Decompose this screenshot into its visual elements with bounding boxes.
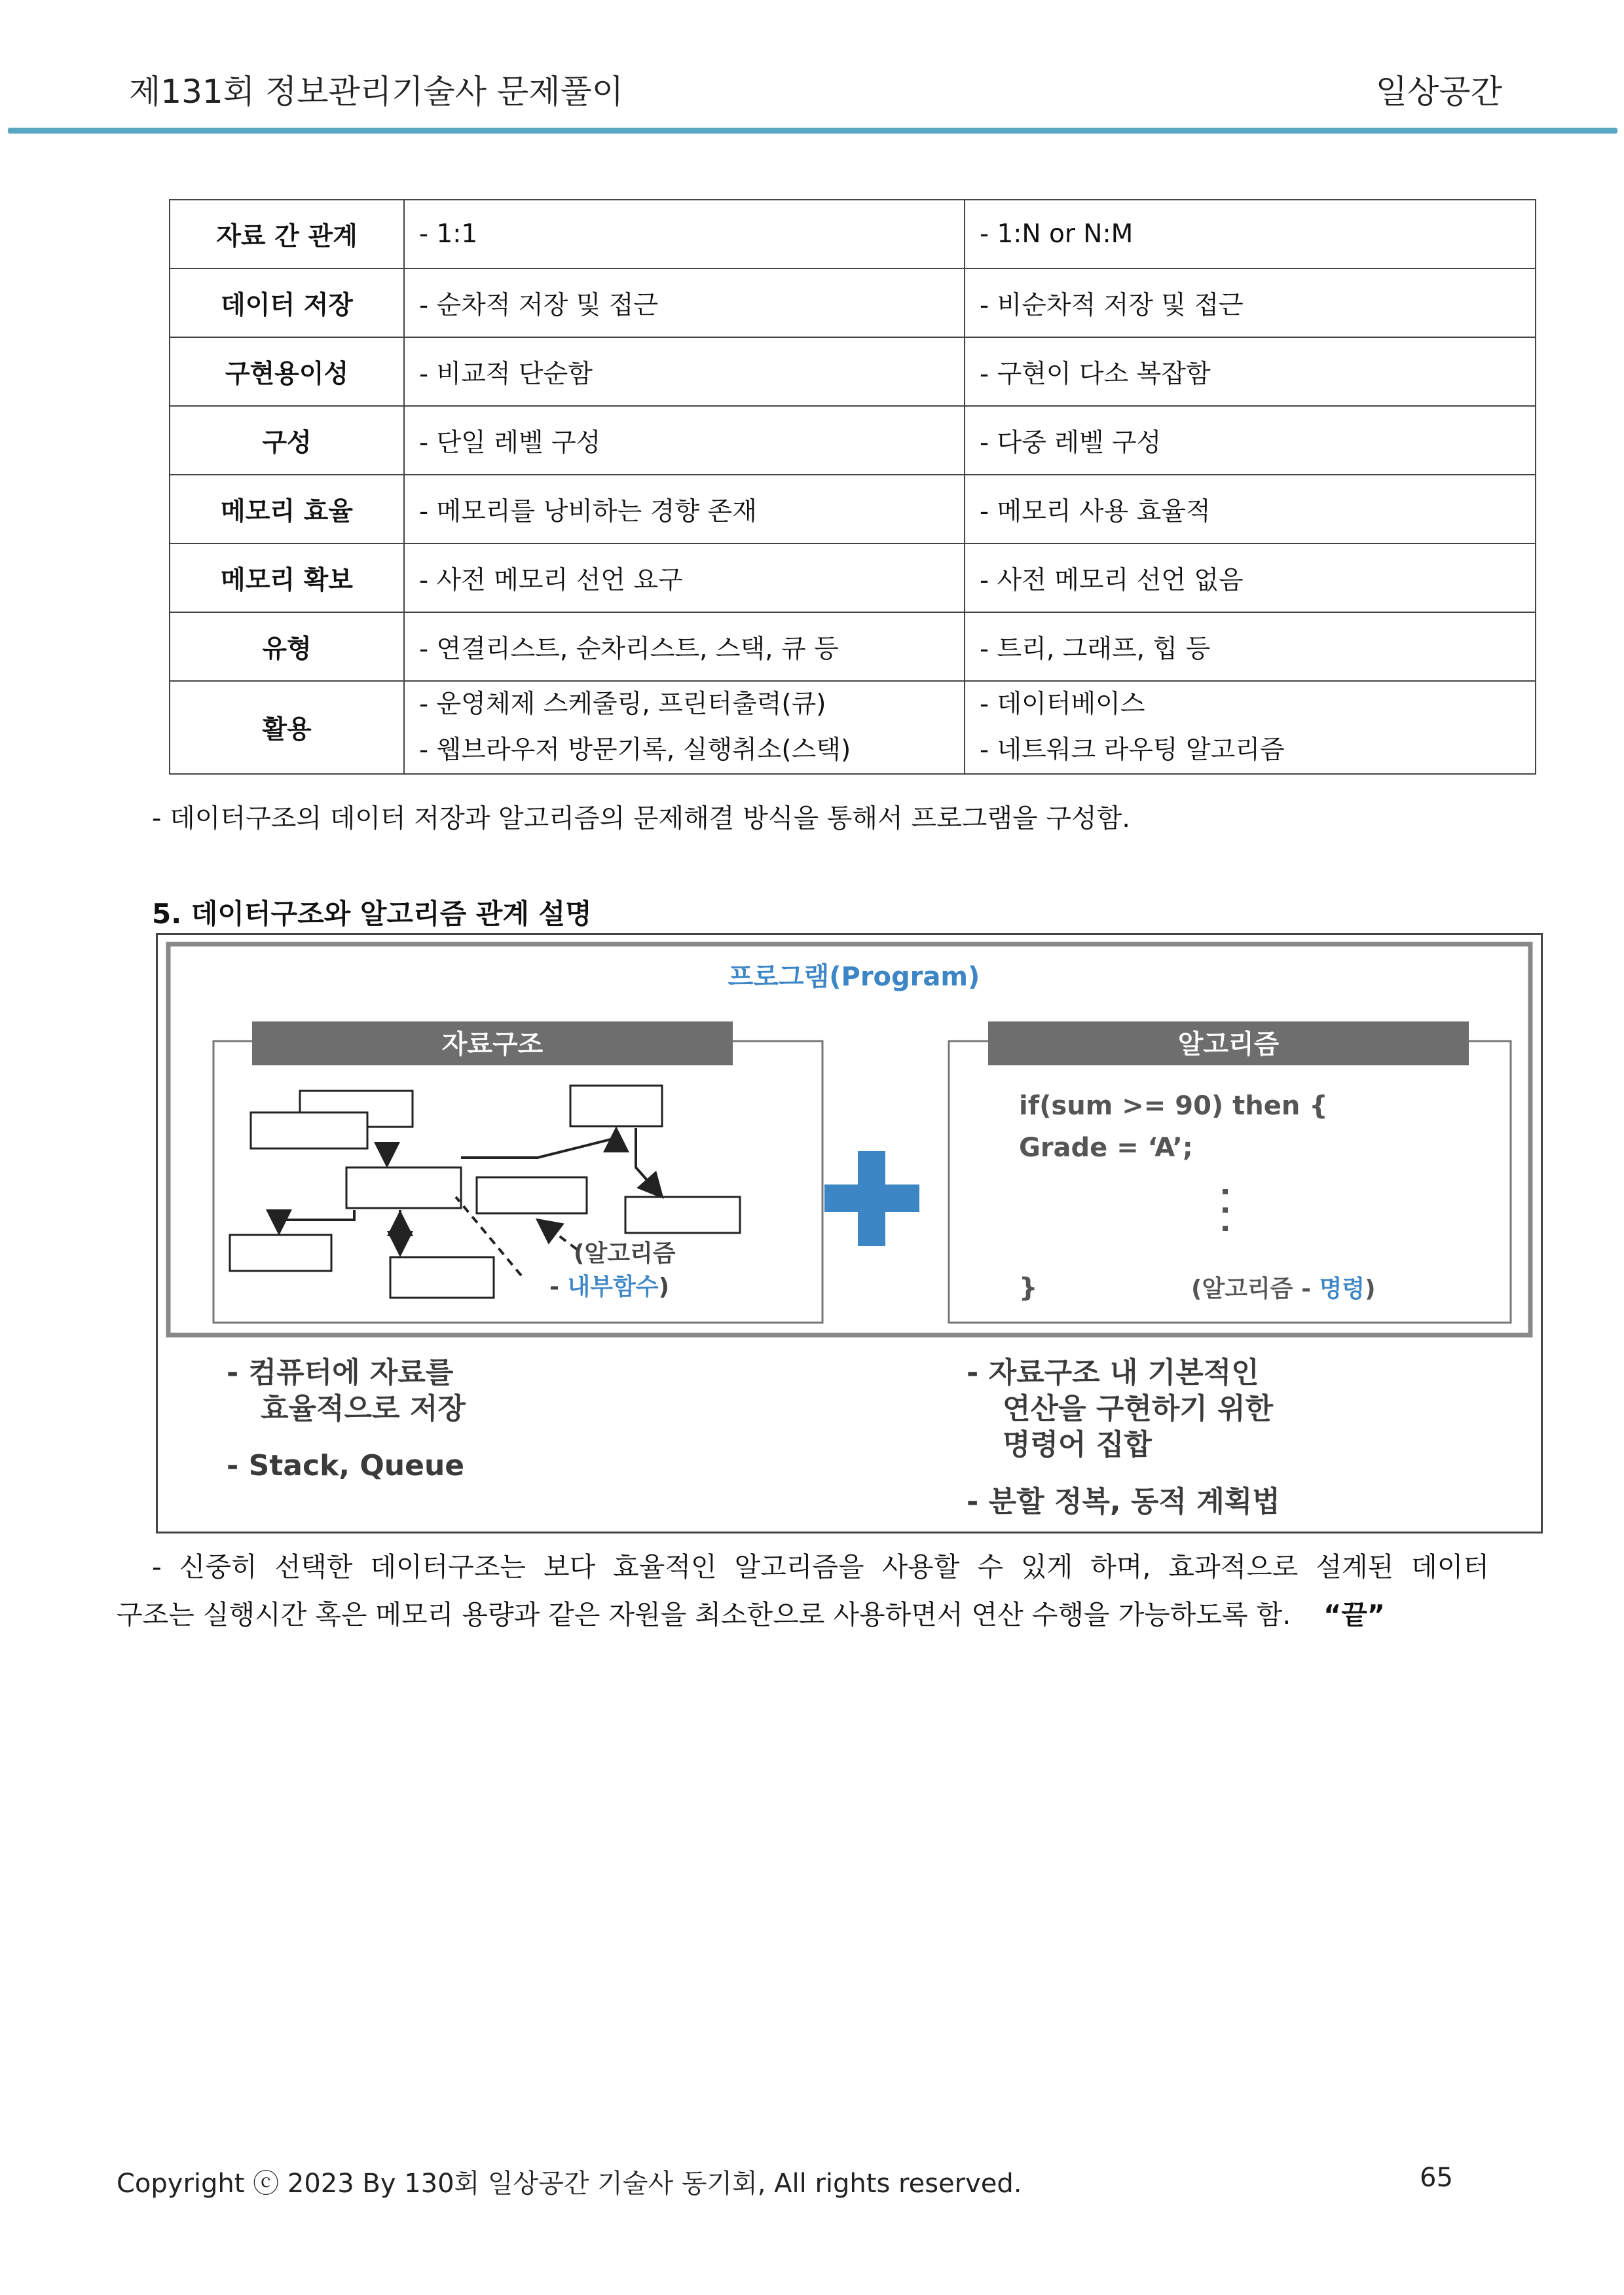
code-line: Grade = ‘A’; (1019, 1133, 1193, 1163)
table-row (170, 475, 1536, 543)
node-box (251, 1112, 367, 1148)
nonlinear-cell: - 사전 메모리 선언 없음 (965, 543, 1536, 612)
diagram-svg (158, 935, 1541, 1532)
dashed-arrow (538, 1220, 577, 1249)
right-desc-line: - 분할 정복, 동적 계획법 (967, 1485, 1280, 1518)
section-title: 5. 데이터구조와 알고리즘 관계 설명 (152, 898, 592, 930)
arrow (636, 1128, 662, 1197)
cell-line: - 데이터베이스 (980, 689, 1145, 719)
right-desc-line: - 자료구조 내 기본적인 (967, 1356, 1259, 1389)
comparison-table (169, 199, 1536, 775)
header-brand: 일상공간 (1375, 73, 1502, 111)
node-box (625, 1197, 740, 1233)
node-box (477, 1177, 587, 1213)
code-line: if(sum >= 90) then { (1019, 1091, 1328, 1121)
descriptions (227, 1356, 1280, 1518)
conclusion-text: 구조는 실행시간 혹은 메모리 용량과 같은 자원을 최소한으로 사용하면서 연산 수행을 가능하도록 함. (117, 1599, 1291, 1630)
nonlinear-cell: - 메모리 사용 효율적 (965, 475, 1536, 543)
linear-cell: - 비교적 단순함 (404, 337, 965, 406)
cell-line: - 웹브라우저 방문기록, 실행취소(스택) (419, 735, 851, 765)
nonlinear-cell: - 트리, 그래프, 힙 등 (965, 612, 1536, 681)
left-desc-line: - 컴퓨터에 자료를 (227, 1356, 454, 1389)
row-label: 데이터 저장 (170, 268, 404, 337)
linear-cell (404, 681, 965, 774)
table-row (170, 200, 1536, 268)
row-label: 자료 간 관계 (170, 200, 404, 268)
note-suffix: ) (1365, 1276, 1376, 1302)
cell-line: - 네트워크 라우팅 알고리즘 (980, 735, 1285, 765)
row-label: 유형 (170, 612, 404, 681)
right-desc-line: 명령어 집합 (1003, 1428, 1152, 1461)
header-divider (8, 128, 1617, 134)
nonlinear-cell: - 1:N or N:M (965, 200, 1536, 268)
internal-function-note (549, 1273, 669, 1300)
row-label: 구성 (170, 406, 404, 475)
table-row (170, 337, 1536, 406)
nonlinear-cell: - 비순차적 저장 및 접근 (965, 268, 1536, 337)
internal-function-note: (알고리즘 (574, 1240, 676, 1267)
linear-cell: - 1:1 (404, 200, 965, 268)
note-highlight: 내부함수 (567, 1274, 659, 1300)
node-box (346, 1167, 461, 1208)
command-note (1191, 1275, 1376, 1302)
table-row (170, 543, 1536, 612)
header-title: 제131회 정보관리기술사 문제풀이 (129, 73, 624, 111)
nonlinear-cell: - 다중 레벨 구성 (965, 406, 1536, 475)
linear-cell: - 순차적 저장 및 접근 (404, 268, 965, 337)
nonlinear-cell: - 구현이 다소 복잡함 (965, 337, 1536, 406)
ellipsis-dots (1223, 1189, 1228, 1231)
node-box (570, 1086, 662, 1126)
program-title: 프로그램(Program) (728, 962, 980, 992)
footer-copyright: Copyright ⓒ 2023 By 130회 일상공간 기술사 동기회, All rights reserved. (117, 2169, 1022, 2199)
row-label: 메모리 효율 (170, 475, 404, 543)
arrow (279, 1210, 354, 1233)
relationship-diagram (156, 933, 1543, 1533)
algorithm-label: 알고리즘 (1177, 1029, 1280, 1059)
right-desc-line: 연산을 구현하기 위한 (1003, 1392, 1274, 1425)
node-box (230, 1235, 331, 1271)
data-structure-label: 자료구조 (441, 1029, 544, 1059)
note-highlight: 명령 (1319, 1276, 1365, 1302)
left-desc-line: - Stack, Queue (227, 1449, 465, 1482)
table-row-usage (170, 681, 1536, 774)
arrow (461, 1129, 616, 1158)
page-number: 65 (1420, 2163, 1453, 2193)
table-row (170, 612, 1536, 681)
row-label: 메모리 확보 (170, 543, 404, 612)
nonlinear-cell (965, 681, 1536, 774)
note-prefix: (알고리즘 - (1191, 1276, 1320, 1302)
linear-cell: - 연결리스트, 순차리스트, 스택, 큐 등 (404, 612, 965, 681)
linear-cell: - 단일 레벨 구성 (404, 406, 965, 475)
plus-icon (824, 1151, 919, 1246)
cell-line: - 운영체제 스케줄링, 프린터출력(큐) (419, 689, 826, 719)
row-label: 구현용이성 (170, 337, 404, 406)
note-suffix: ) (658, 1274, 670, 1300)
row-label: 활용 (170, 681, 404, 774)
conclusion-line-1: - 신중히 선택한 데이터구조는 보다 효율적인 알고리즘을 사용할 수 있게 하며, 효과적으로 설계된 데이터 (152, 1551, 1489, 1583)
linear-cell: - 사전 메모리 선언 요구 (404, 543, 965, 612)
table-row (170, 406, 1536, 475)
node-box (390, 1257, 494, 1298)
code-line: } (1019, 1273, 1038, 1303)
note-prefix: - (549, 1274, 568, 1300)
conclusion-line-2 (117, 1593, 1385, 1632)
end-mark: “끝” (1323, 1599, 1385, 1630)
table-row (170, 268, 1536, 337)
linear-cell: - 메모리를 낭비하는 경향 존재 (404, 475, 965, 543)
table-note: - 데이터구조의 데이터 저장과 알고리즘의 문제해결 방식을 통해서 프로그램을 구성함. (152, 803, 1130, 834)
left-desc-line: 효율적으로 저장 (261, 1392, 466, 1425)
